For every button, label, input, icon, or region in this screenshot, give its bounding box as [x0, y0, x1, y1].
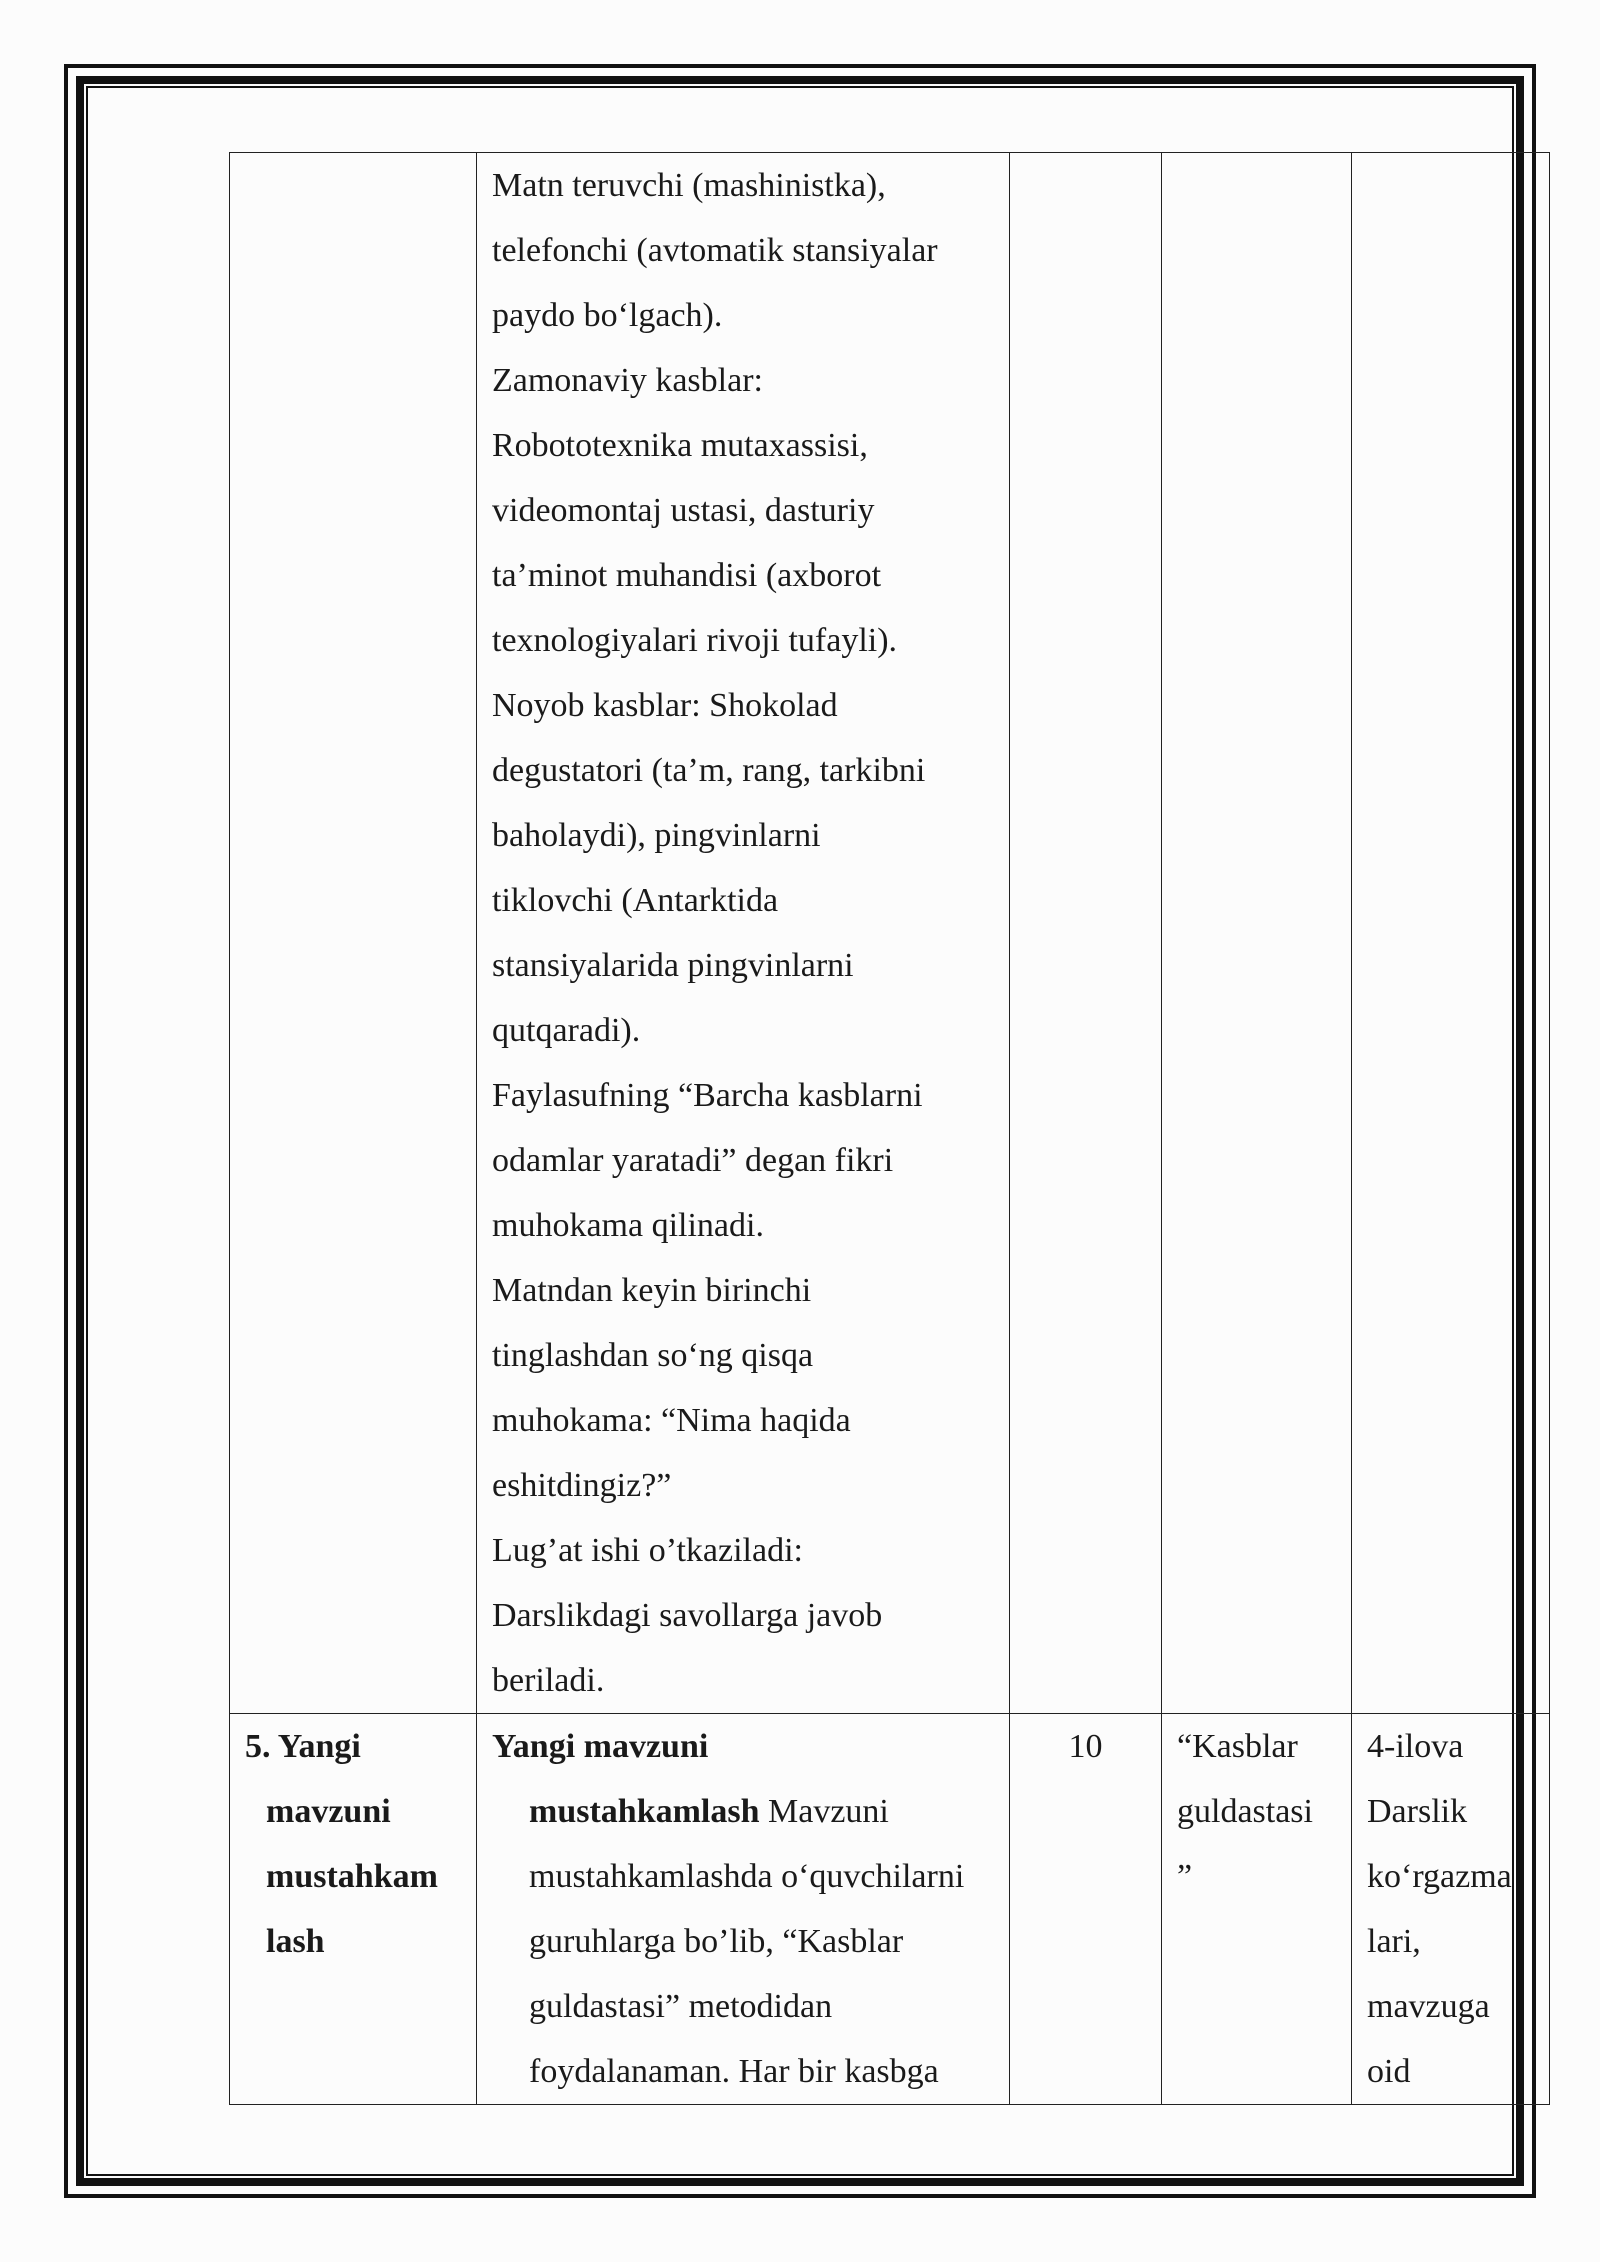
stage-title-line: 5. Yangi — [245, 1728, 361, 1765]
text-line: baholaydi), pingvinlarni — [492, 817, 821, 854]
text-line: mustahkamlashda o‘quvchilarni — [529, 1858, 965, 1895]
text-line: muhokama qilinadi. — [492, 1207, 764, 1244]
resource-line: lari, — [1367, 1923, 1421, 1960]
content-heading-continued: mustahkamlash Mavzuni — [529, 1793, 889, 1830]
text-line: Zamonaviy kasblar: — [492, 362, 763, 399]
text-line: Faylasufning “Barcha kasblarni — [492, 1077, 923, 1114]
stage-title-line: lash — [266, 1923, 325, 1960]
text-line: tinglashdan so‘ng qisqa — [492, 1337, 814, 1374]
time-minutes: 10 — [1068, 1728, 1103, 1765]
text-line: beriladi. — [492, 1662, 605, 1699]
stage-cell — [230, 153, 477, 1714]
resource-line: mavzuga — [1367, 1988, 1490, 2025]
lesson-plan-table — [229, 152, 1550, 2105]
content-cell — [477, 1714, 1010, 2105]
text-line: Matndan keyin birinchi — [492, 1272, 812, 1309]
resources-text — [1352, 1714, 1549, 2104]
method-text — [1162, 1714, 1351, 1909]
content-body — [492, 1844, 997, 2104]
content-cell — [477, 153, 1010, 1714]
text-line: stansiyalarida pingvinlarni — [492, 947, 854, 984]
text-line: degustatori (ta’m, rang, tarkibni — [492, 752, 926, 789]
text-line: paydo bo‘lgach). — [492, 297, 723, 334]
text-line: texnologiyalari rivoji tufayli). — [492, 622, 898, 659]
content-text — [477, 153, 1009, 1713]
resources-cell — [1352, 1714, 1550, 2105]
stage-cell — [230, 1714, 477, 2105]
text-line: Robototexnika mutaxassisi, — [492, 427, 868, 464]
time-cell — [1010, 153, 1162, 1714]
method-line: “Kasblar — [1177, 1728, 1298, 1765]
resource-line: 4-ilova — [1367, 1728, 1464, 1765]
text-line: foydalanaman. Har bir kasbga — [529, 2053, 939, 2090]
text-line: muhokama: “Nima haqida — [492, 1402, 851, 1439]
text-line: Noyob kasblar: Shokolad — [492, 687, 838, 724]
table-row — [230, 1714, 1550, 2105]
text-line: tiklovchi (Antarktida — [492, 882, 779, 919]
method-cell — [1162, 1714, 1352, 2105]
text-line: guldastasi” metodidan — [529, 1988, 833, 2025]
text-line: guruhlarga bo’lib, “Kasblar — [529, 1923, 904, 1960]
method-line: ” — [1177, 1858, 1193, 1895]
text-line: telefonchi (avtomatik stansiyalar — [492, 232, 938, 269]
resource-line: ko‘rgazma — [1367, 1858, 1512, 1895]
table-row — [230, 153, 1550, 1714]
text-line: videomontaj ustasi, dasturiy — [492, 492, 875, 529]
text-line: Lug’at ishi o’tkaziladi: — [492, 1532, 803, 1569]
text-line: Matn teruvchi (mashinistka), — [492, 167, 886, 204]
content-text — [477, 1714, 1009, 2104]
stage-title-line: mustahkam — [266, 1858, 438, 1895]
time-cell — [1010, 1714, 1162, 2105]
stage-title — [230, 1714, 476, 1974]
content-heading: Yangi mavzuni — [492, 1728, 709, 1765]
method-line: guldastasi — [1177, 1793, 1313, 1830]
text-line: qutqaradi). — [492, 1012, 641, 1049]
resources-cell — [1352, 153, 1550, 1714]
text-line: eshitdingiz?” — [492, 1467, 672, 1504]
text-line: ta’minot muhandisi (axborot — [492, 557, 882, 594]
stage-title-line: mavzuni — [266, 1793, 391, 1830]
resource-line: oid — [1367, 2053, 1411, 2090]
resource-line: Darslik — [1367, 1793, 1468, 1830]
method-cell — [1162, 153, 1352, 1714]
text-line: Darslikdagi savollarga javob — [492, 1597, 883, 1634]
text-line: odamlar yaratadi” degan fikri — [492, 1142, 894, 1179]
